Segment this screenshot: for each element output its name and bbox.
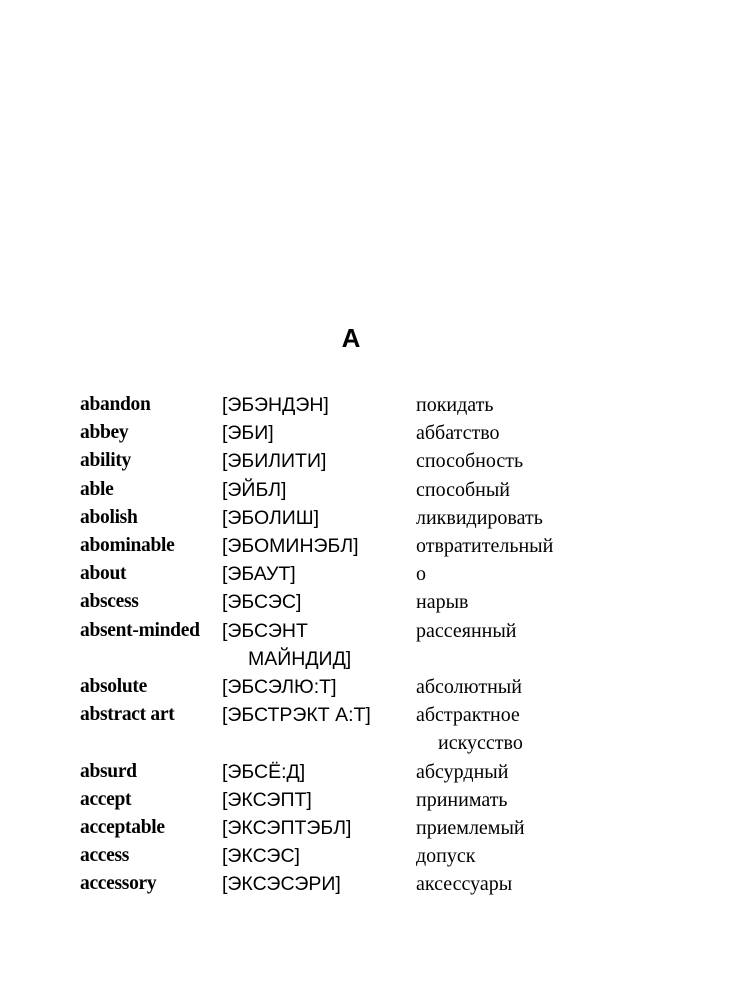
entry-row	[80, 758, 700, 786]
entry-pronunciation: [ЭБСЭНТ	[222, 619, 308, 642]
entry-translation: абстрактное	[416, 704, 520, 727]
entry-pronunciation: [ЭБЭНДЭН]	[222, 394, 329, 416]
entry-row	[80, 814, 700, 842]
entry-row	[80, 504, 700, 532]
entry-word: abbey	[80, 422, 129, 444]
entry-pronunciation: [ЭКСЭСЭРИ]	[222, 873, 341, 896]
entry-row-continuation	[80, 729, 700, 757]
entry-pronunciation: [ЭБСТРЭКТ А:Т]	[222, 704, 371, 727]
entry-word: access	[80, 845, 130, 867]
entry-pronunciation: [ЭБОЛИШ]	[222, 506, 320, 529]
entry-pronunciation: [ЭЙБЛ]	[222, 478, 287, 501]
entry-pronunciation: [ЭБИ]	[222, 422, 274, 445]
entry-translation-continuation: искусство	[438, 732, 523, 755]
entry-row	[80, 870, 700, 898]
entry-row-continuation	[80, 645, 700, 673]
entry-translation: приемлемый	[416, 817, 525, 840]
entry-word: acceptable	[80, 817, 165, 839]
entry-translation: отвратительный	[416, 535, 554, 558]
entry-word: abominable	[80, 535, 175, 557]
entry-translation: ликвидировать	[416, 506, 543, 529]
entry-translation: рассеянный	[416, 619, 517, 642]
entry-row	[80, 842, 700, 870]
entry-pronunciation: [ЭБСЁ:Д]	[222, 760, 306, 783]
entry-row	[80, 701, 700, 729]
entry-translation: нарыв	[416, 591, 469, 614]
entry-word: able	[80, 478, 114, 500]
entry-row	[80, 447, 700, 475]
entry-word: abolish	[80, 506, 138, 528]
entry-row	[80, 532, 700, 560]
entry-translation-empty	[442, 645, 702, 673]
entry-row	[80, 419, 700, 447]
entry-pronunciation: [ЭБСЭЛЮ:Т]	[222, 676, 337, 699]
entry-translation: принимать	[416, 788, 508, 811]
entry-row	[80, 560, 700, 588]
entry-pronunciation: [ЭБАУТ]	[222, 563, 296, 586]
entry-pronunciation: [ЭКСЭПТ]	[222, 788, 312, 811]
entry-translation: абсурдный	[416, 760, 509, 783]
entry-pronunciation: [ЭБСЭС]	[222, 591, 302, 614]
entry-word: ability	[80, 450, 131, 472]
entry-pronunciation-continuation: МАЙНДИД]	[248, 647, 352, 670]
entry-word: accept	[80, 788, 132, 810]
entry-row	[80, 786, 700, 814]
section-letter: А	[341, 323, 361, 353]
entry-translation: о	[416, 563, 426, 586]
entry-word: about	[80, 563, 127, 585]
entry-pronunciation: [ЭБИЛИТИ]	[222, 450, 327, 473]
entry-row	[80, 673, 700, 701]
entry-word: abandon	[80, 394, 151, 415]
entry-translation: способность	[416, 450, 524, 473]
entry-translation: абсолютный	[416, 676, 522, 699]
entry-word: accessory	[80, 873, 157, 895]
entry-word-empty	[80, 729, 222, 757]
entry-word: abscess	[80, 591, 139, 613]
entry-word-empty	[80, 645, 222, 673]
entry-word: abstract art	[80, 704, 175, 726]
entry-pronunciation: [ЭКСЭС]	[222, 845, 300, 868]
entry-row	[80, 588, 700, 616]
entry-pronunciation-empty	[222, 729, 416, 757]
dictionary-list	[80, 391, 700, 899]
entry-row	[80, 617, 700, 645]
entry-row	[80, 391, 700, 419]
entry-translation: допуск	[416, 845, 476, 868]
entry-pronunciation: [ЭБОМИНЭБЛ]	[222, 535, 359, 558]
entry-word: absolute	[80, 676, 147, 698]
entry-translation: покидать	[416, 394, 494, 416]
entry-word: absent-minded	[80, 619, 200, 641]
entry-translation: способный	[416, 478, 510, 501]
entry-pronunciation: [ЭКСЭПТЭБЛ]	[222, 817, 352, 840]
entry-word: absurd	[80, 760, 137, 782]
entry-translation: аббатство	[416, 422, 500, 445]
entry-translation: аксессуары	[416, 873, 513, 896]
entry-row	[80, 476, 700, 504]
